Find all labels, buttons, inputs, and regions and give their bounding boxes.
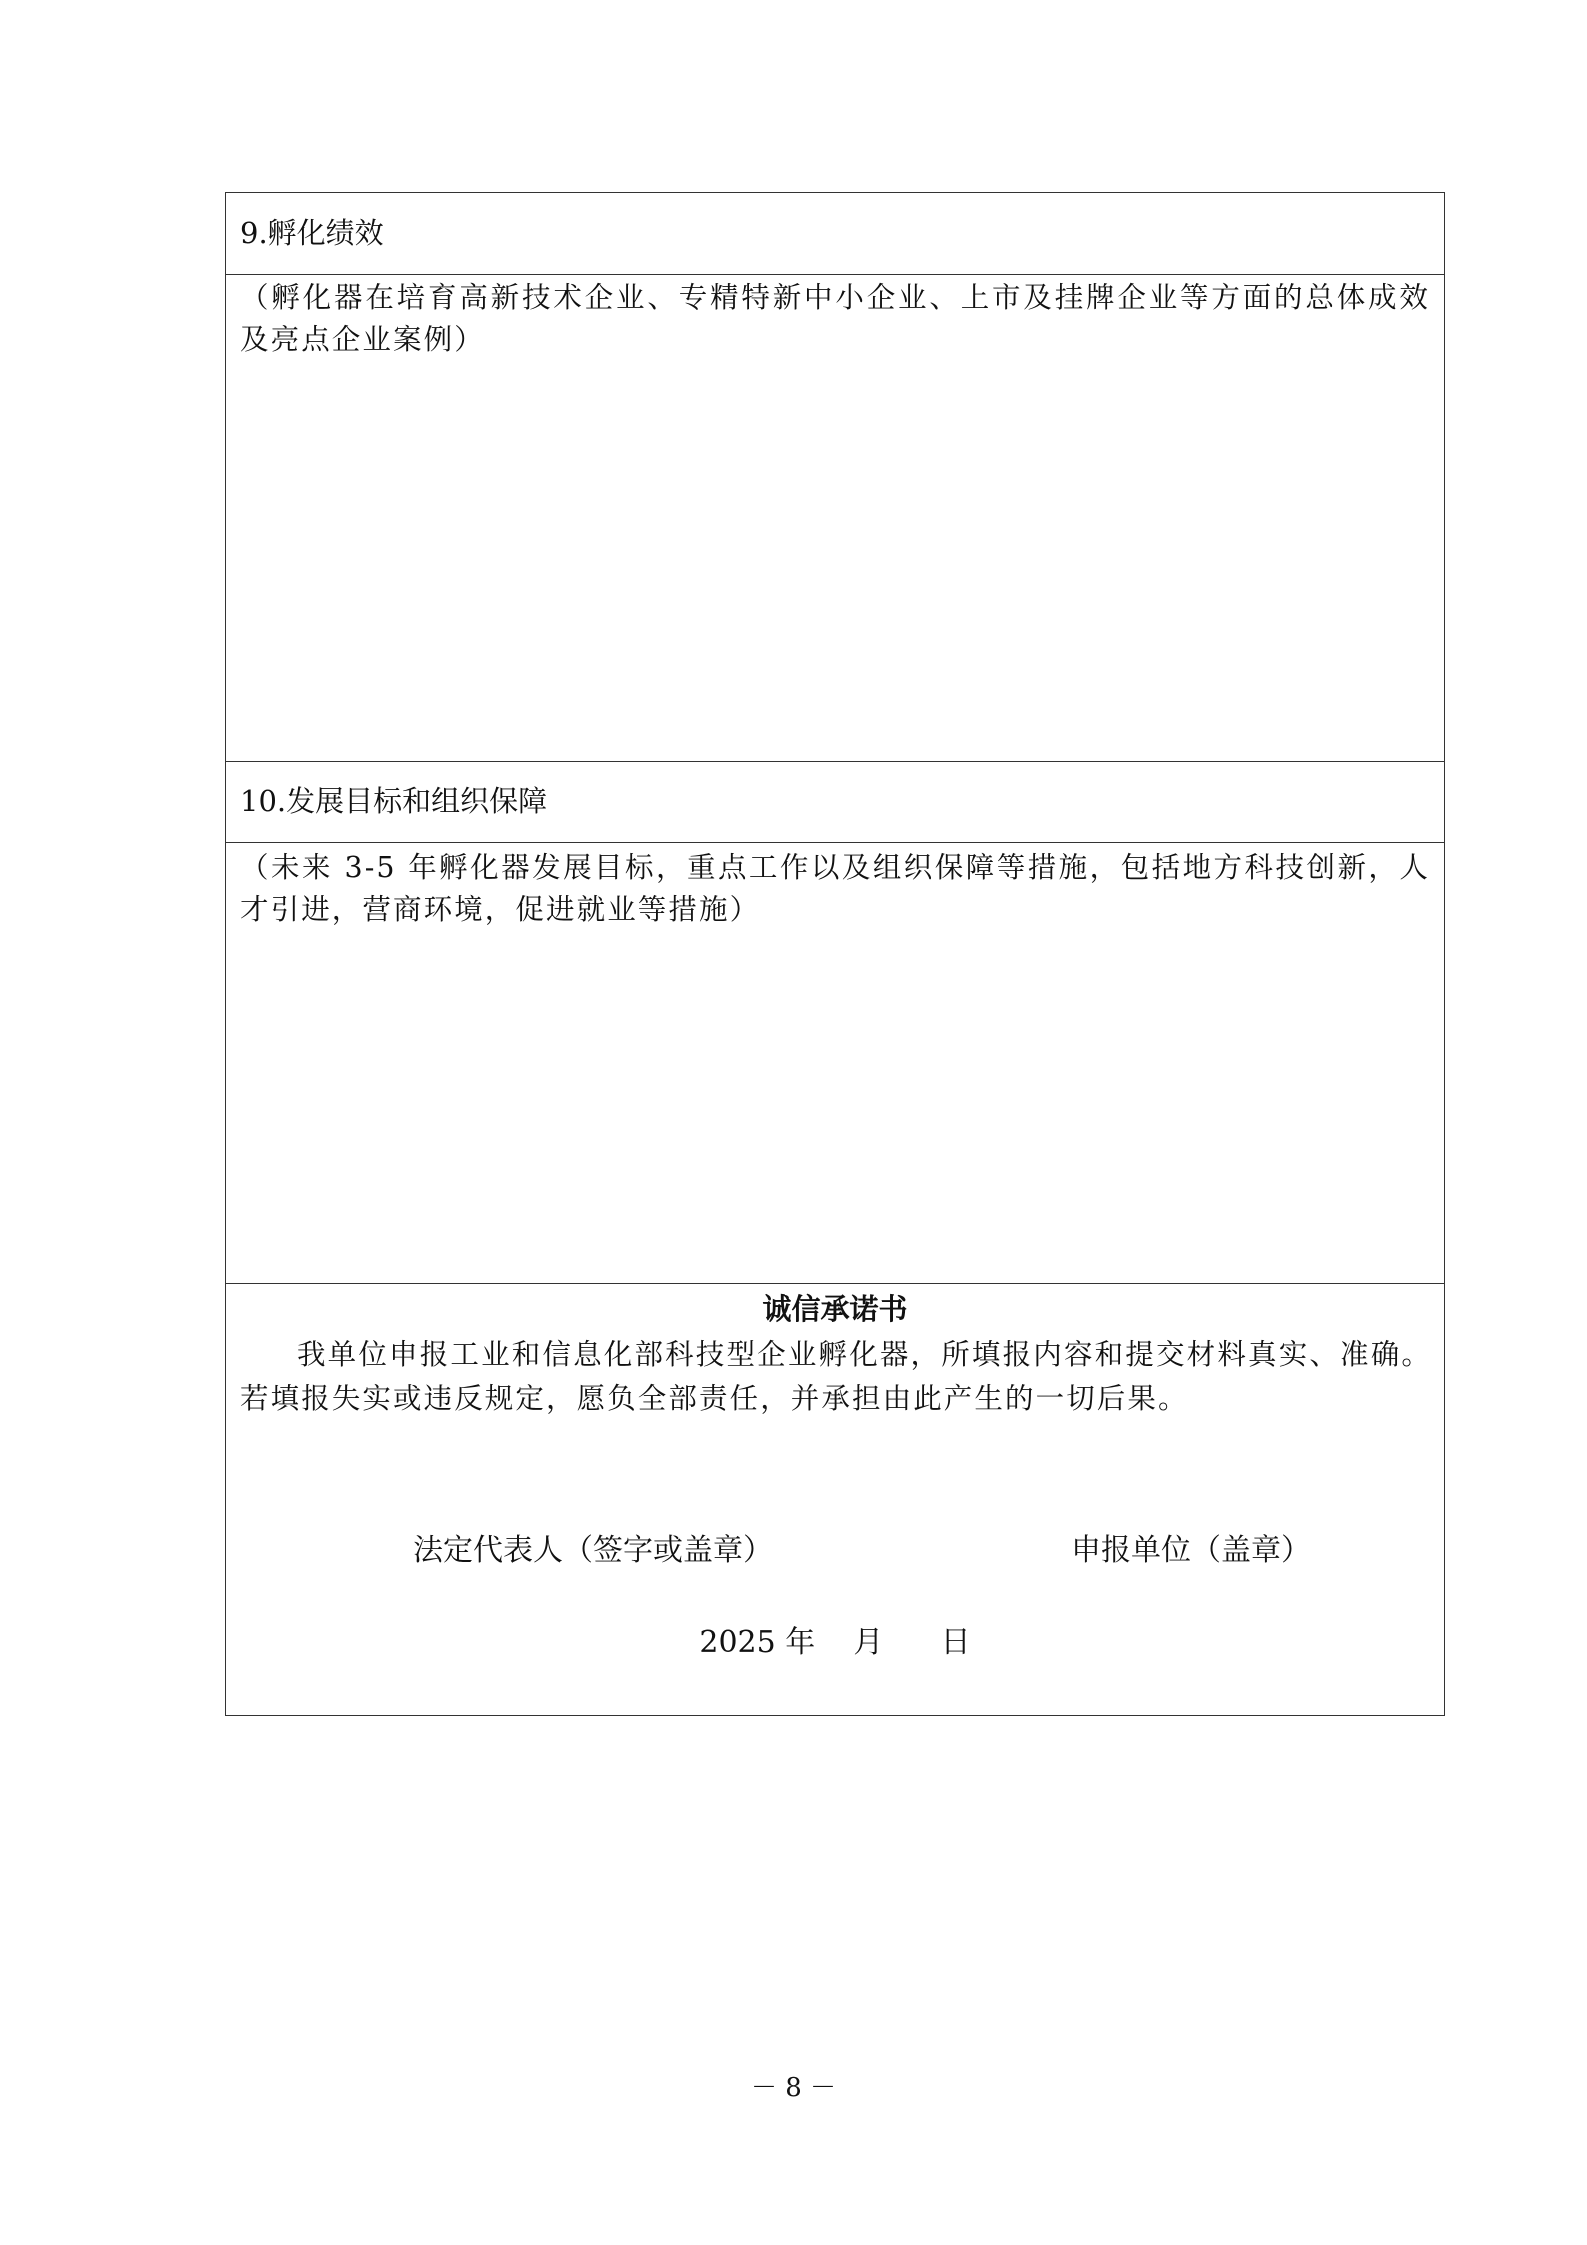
pledge-date: 2025 年 月 日 xyxy=(699,1625,971,1660)
section-10-title: 10.发展目标和组织保障 xyxy=(240,784,548,818)
section-10-hint: （未来 3-5 年孵化器发展目标，重点工作以及组织保障等措施，包括地方科技创新，人才引进，营商环境，促进就业等措施） xyxy=(240,851,1430,926)
section-10-bottom-divider xyxy=(226,1283,1444,1284)
pledge-title: 诚信承诺书 xyxy=(762,1292,908,1326)
section-9-title: 9.孵化绩效 xyxy=(240,216,384,250)
section-10-title-divider xyxy=(226,842,1444,843)
page-number: － 8 － xyxy=(750,2073,837,2103)
application-form-table xyxy=(225,192,1445,1716)
section-9-bottom-divider xyxy=(226,761,1444,762)
legal-representative-signature-label: 法定代表人（签字或盖章） xyxy=(413,1533,773,1568)
pledge-body: 我单位申报工业和信息化部科技型企业孵化器，所填报内容和提交材料真实、准确。若填报失实或违反规定，愿负全部责任，并承担由此产生的一切后果。 xyxy=(240,1338,1432,1415)
section-9-hint: （孵化器在培育高新技术企业、专精特新中小企业、上市及挂牌企业等方面的总体成效及亮点企业案例） xyxy=(240,281,1430,356)
applicant-unit-seal-label: 申报单位（盖章） xyxy=(1071,1533,1311,1568)
section-9-title-divider xyxy=(226,274,1444,275)
